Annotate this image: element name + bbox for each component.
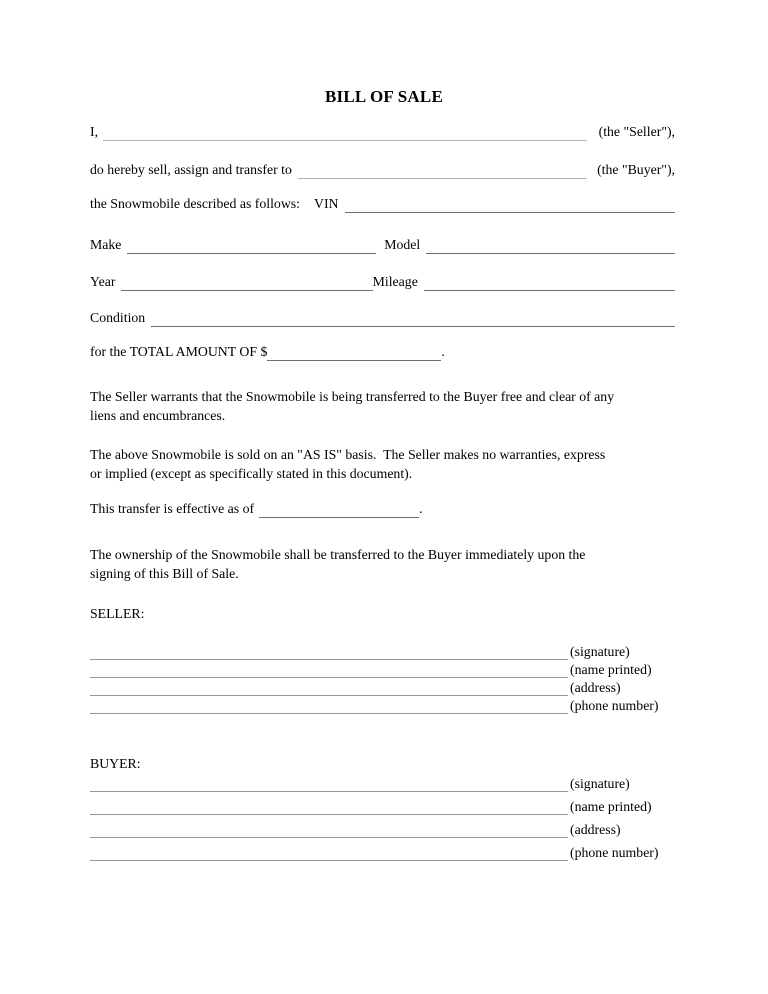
seller-signature-field[interactable]: [90, 641, 568, 660]
amount-prefix: for the TOTAL AMOUNT OF $: [90, 344, 268, 359]
seller-phone-label: (phone number): [570, 698, 659, 713]
model-field[interactable]: [426, 235, 675, 254]
as-is-line-2: or implied (except as specifically stated in this document).: [90, 466, 413, 481]
make-label: Make: [90, 237, 122, 252]
seller-name-row: [90, 122, 675, 141]
seller-line-prefix: I,: [90, 124, 99, 139]
buyer-address-label: (address): [570, 822, 621, 837]
vin-line-prefix: the Snowmobile described as follows:: [90, 196, 300, 211]
buyer-address-field[interactable]: [90, 815, 568, 838]
buyer-name-printed-label: (name printed): [570, 799, 652, 814]
buyer-name-row: [90, 160, 675, 179]
warranty-paragraph: [90, 387, 675, 425]
page-title: BILL OF SALE: [325, 87, 443, 106]
year-mileage-row: [90, 272, 700, 291]
seller-signature-row: [90, 641, 675, 660]
year-label: Year: [90, 274, 116, 289]
amount-row: [90, 342, 675, 361]
seller-address-row: [90, 677, 675, 696]
amount-suffix: .: [441, 344, 445, 359]
seller-signature-label: (signature): [570, 644, 630, 659]
amount-field[interactable]: [267, 342, 441, 361]
seller-name-field[interactable]: [103, 122, 587, 141]
warranty-line-2: liens and encumbrances.: [90, 408, 226, 423]
seller-phone-row: [90, 695, 675, 714]
buyer-line-prefix: do hereby sell, assign and transfer to: [90, 162, 292, 177]
effective-prefix: This transfer is effective as of: [90, 501, 255, 516]
condition-row: [90, 308, 683, 327]
seller-line-suffix: (the "Seller"),: [598, 124, 675, 139]
warranty-line-1: The Seller warrants that the Snowmobile is being transferred to the Buyer free and clear of any: [90, 389, 615, 404]
seller-phone-field[interactable]: [90, 695, 568, 714]
ownership-line-2: signing of this Bill of Sale.: [90, 566, 239, 581]
make-field[interactable]: [127, 235, 376, 254]
seller-name-printed-label: (name printed): [570, 662, 652, 677]
seller-address-field[interactable]: [90, 677, 568, 696]
effective-date-field[interactable]: [259, 499, 419, 518]
buyer-name-printed-field[interactable]: [90, 792, 568, 815]
seller-name-printed-field[interactable]: [90, 659, 568, 678]
buyer-section-heading: BUYER:: [90, 756, 141, 771]
condition-field[interactable]: [151, 308, 675, 327]
ownership-line-1: The ownership of the Snowmobile shall be transferred to the Buyer immediately upon the: [90, 547, 586, 562]
buyer-address-row: [90, 815, 675, 838]
mileage-label: Mileage: [372, 274, 418, 289]
buyer-phone-label: (phone number): [570, 845, 659, 860]
buyer-signature-row: [90, 769, 675, 792]
effective-suffix: .: [419, 501, 423, 516]
buyer-name-field[interactable]: [298, 160, 587, 179]
ownership-paragraph: [90, 545, 675, 583]
seller-section-heading: SELLER:: [90, 606, 145, 621]
model-label: Model: [384, 237, 421, 252]
seller-name-printed-row: [90, 659, 675, 678]
effective-date-row: [90, 499, 675, 518]
buyer-signature-field[interactable]: [90, 769, 568, 792]
as-is-line-1: The above Snowmobile is sold on an "AS IS" basis. The Seller makes no warranties, express: [90, 447, 606, 462]
mileage-field[interactable]: [424, 272, 675, 291]
as-is-paragraph: [90, 445, 675, 483]
seller-address-label: (address): [570, 680, 621, 695]
buyer-phone-row: [90, 838, 675, 861]
make-model-row: [90, 235, 678, 254]
buyer-phone-field[interactable]: [90, 838, 568, 861]
condition-label: Condition: [90, 310, 146, 325]
buyer-signature-label: (signature): [570, 776, 630, 791]
vin-row: [90, 194, 675, 213]
year-field[interactable]: [121, 272, 372, 291]
buyer-name-printed-row: [90, 792, 675, 815]
vin-label: VIN: [314, 196, 339, 211]
vin-field[interactable]: [345, 194, 675, 213]
buyer-line-suffix: (the "Buyer"),: [597, 162, 675, 177]
